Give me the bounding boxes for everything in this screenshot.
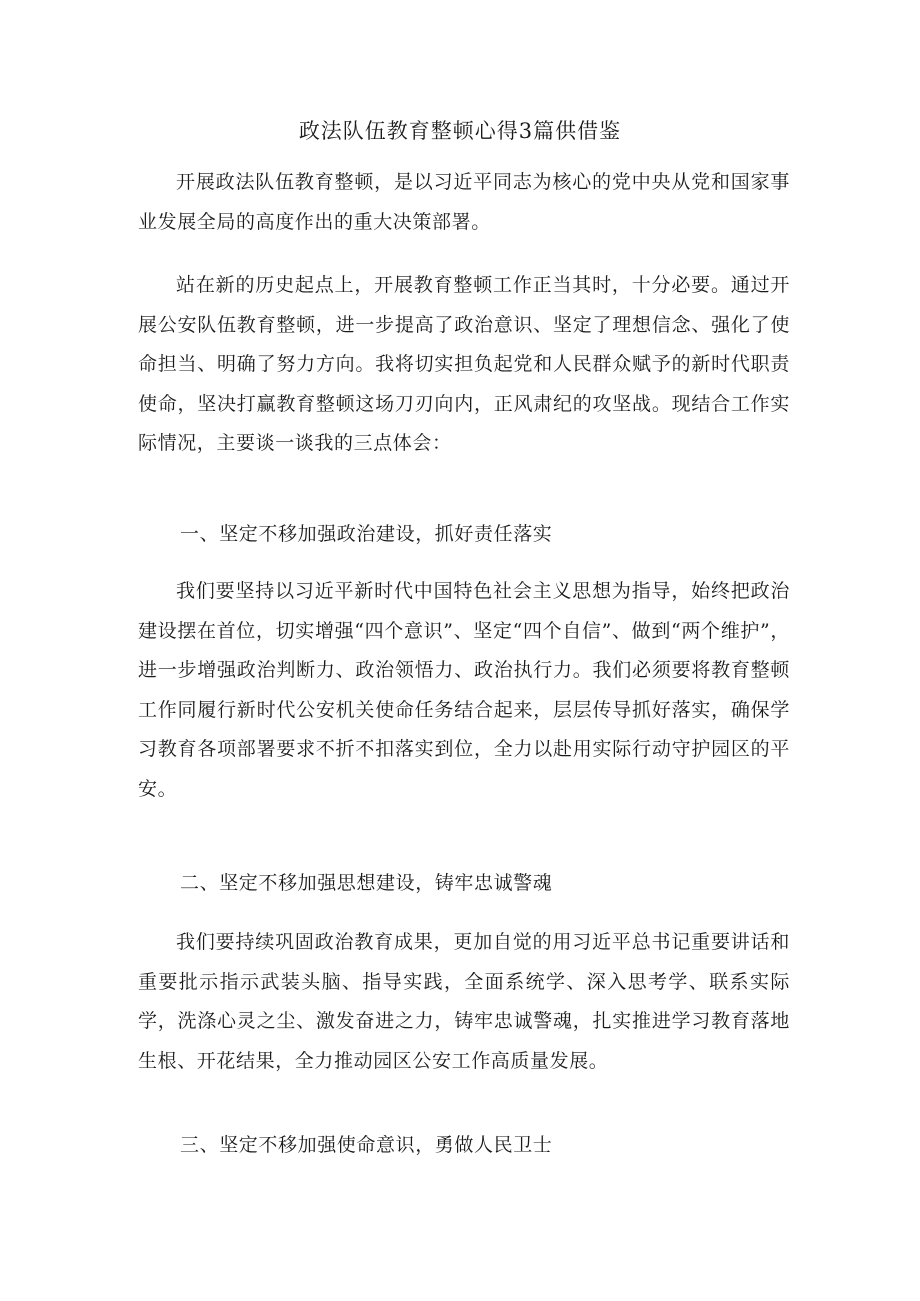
section-heading-1: 一、坚定不移加强政治建设，抓好责任落实	[180, 523, 553, 545]
section-heading-2: 二、坚定不移加强思想建设，铸牢忠诚警魂	[180, 872, 553, 894]
paragraph-background: 站在新的历史起点上，开展教育整顿工作正当其时，十分必要。通过开展公安队伍教育整顿，进一步提高了政治意识、坚定了理想信念、强化了使命担当、明确了努力方向。我将切实担负起党和人民群众赋予的新时代职责使命，坚决打赢教育整顿这场刀刃向内，正风肃纪的攻坚战。现结合工作实际情况，主要谈一谈我的三点体会：	[138, 274, 790, 454]
section-heading-3: 三、坚定不移加强使命意识，勇做人民卫士	[180, 1134, 553, 1156]
paragraph-section-2: 我们要持续巩固政治教育成果，更加自觉的用习近平总书记重要讲话和重要批示指示武装头脑、指导实践，全面系统学、深入思考学、联系实际学，洗涤心灵之尘、激发奋进之力，铸牢忠诚警魂，扎实推进学习教育落地生根、开花结果，全力推动园区公安工作高质量发展。	[138, 931, 790, 1072]
document-title: 政法队伍教育整顿心得3篇供借鉴	[298, 119, 622, 143]
paragraph-section-1: 我们要坚持以习近平新时代中国特色社会主义思想为指导，始终把政治建设摆在首位，切实增强“四个意识”、坚定“四个自信”、做到“两个维护”，进一步增强政治判断力、政治领悟力、政治执行力。我们必须要将教育整顿工作同履行新时代公安机关使命任务结合起来，层层传导抓好落实，确保学习教育各项部署要求不折不扣落实到位，全力以赴用实际行动守护园区的平安。	[138, 580, 790, 800]
paragraph-intro: 开展政法队伍教育整顿，是以习近平同志为核心的党中央从党和国家事业发展全局的高度作出的重大决策部署。	[138, 171, 790, 233]
